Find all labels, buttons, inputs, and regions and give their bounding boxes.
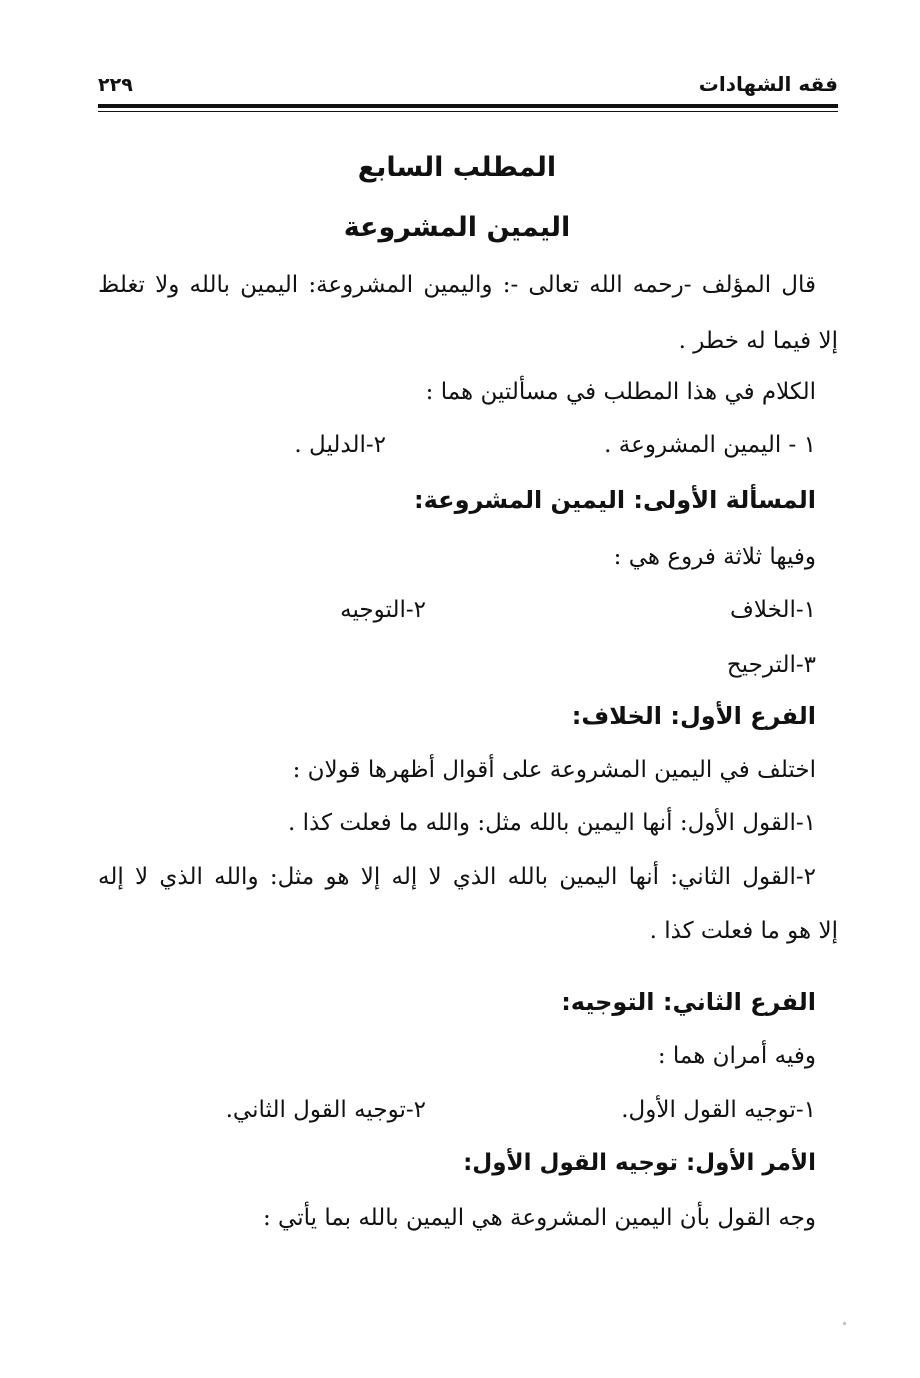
print-speck: [843, 1322, 846, 1325]
question-1-heading: المسألة الأولى: اليمين المشروعة:: [414, 486, 816, 514]
opinion-2-line-1: ٢-القول الثاني: أنها اليمين بالله الذي لا إله إلا هو مثل: والله الذي لا إله: [98, 864, 816, 890]
opinion-1: ١-القول الأول: أنها اليمين بالله مثل: والله ما فعلت كذا .: [287, 810, 816, 836]
page-header: [98, 72, 838, 98]
matter-1-heading: الأمر الأول: توجيه القول الأول:: [463, 1150, 816, 1176]
issue-1: ١ - اليمين المشروعة .: [604, 432, 816, 458]
branch-3: ٣-الترجيح: [726, 652, 816, 678]
matter-2: ٢-توجيه القول الثاني.: [225, 1097, 426, 1123]
branch-2-intro: وفيه أمران هما :: [657, 1043, 816, 1069]
matter-1-text: وجه القول بأن اليمين المشروعة هي اليمين بالله بما يأتي :: [262, 1205, 816, 1231]
matter-1: ١-توجيه القول الأول.: [621, 1097, 816, 1123]
header-rule-thick: [98, 104, 838, 108]
opinion-2-line-2: إلا هو ما فعلت كذا .: [649, 918, 838, 944]
issues-intro: الكلام في هذا المطلب في مسألتين هما :: [425, 379, 816, 405]
section-title: المطلب السابع: [357, 152, 557, 183]
branch-1-heading: الفرع الأول: الخلاف:: [571, 702, 816, 730]
section-subtitle: اليمين المشروعة: [343, 212, 571, 243]
branch-1-intro: اختلف في اليمين المشروعة على أقوال أظهرها قولان :: [292, 757, 816, 783]
issue-2: ٢-الدليل .: [294, 432, 386, 458]
page-number: ٢٢٩: [98, 74, 133, 96]
running-title: فقه الشهادات: [698, 72, 838, 96]
intro-line-2: إلا فيما له خطر .: [678, 328, 838, 354]
branch-1: ١-الخلاف: [730, 597, 816, 623]
branch-2-heading: الفرع الثاني: التوجيه:: [561, 988, 816, 1016]
header-rule-thin: [98, 111, 838, 112]
intro-line-1: قال المؤلف -رحمه الله تعالى -: واليمين المشروعة: اليمين بالله ولا تغلظ: [98, 272, 816, 298]
question-1-intro: وفيها ثلاثة فروع هي :: [613, 544, 816, 570]
branch-2: ٢-التوجيه: [340, 597, 426, 623]
